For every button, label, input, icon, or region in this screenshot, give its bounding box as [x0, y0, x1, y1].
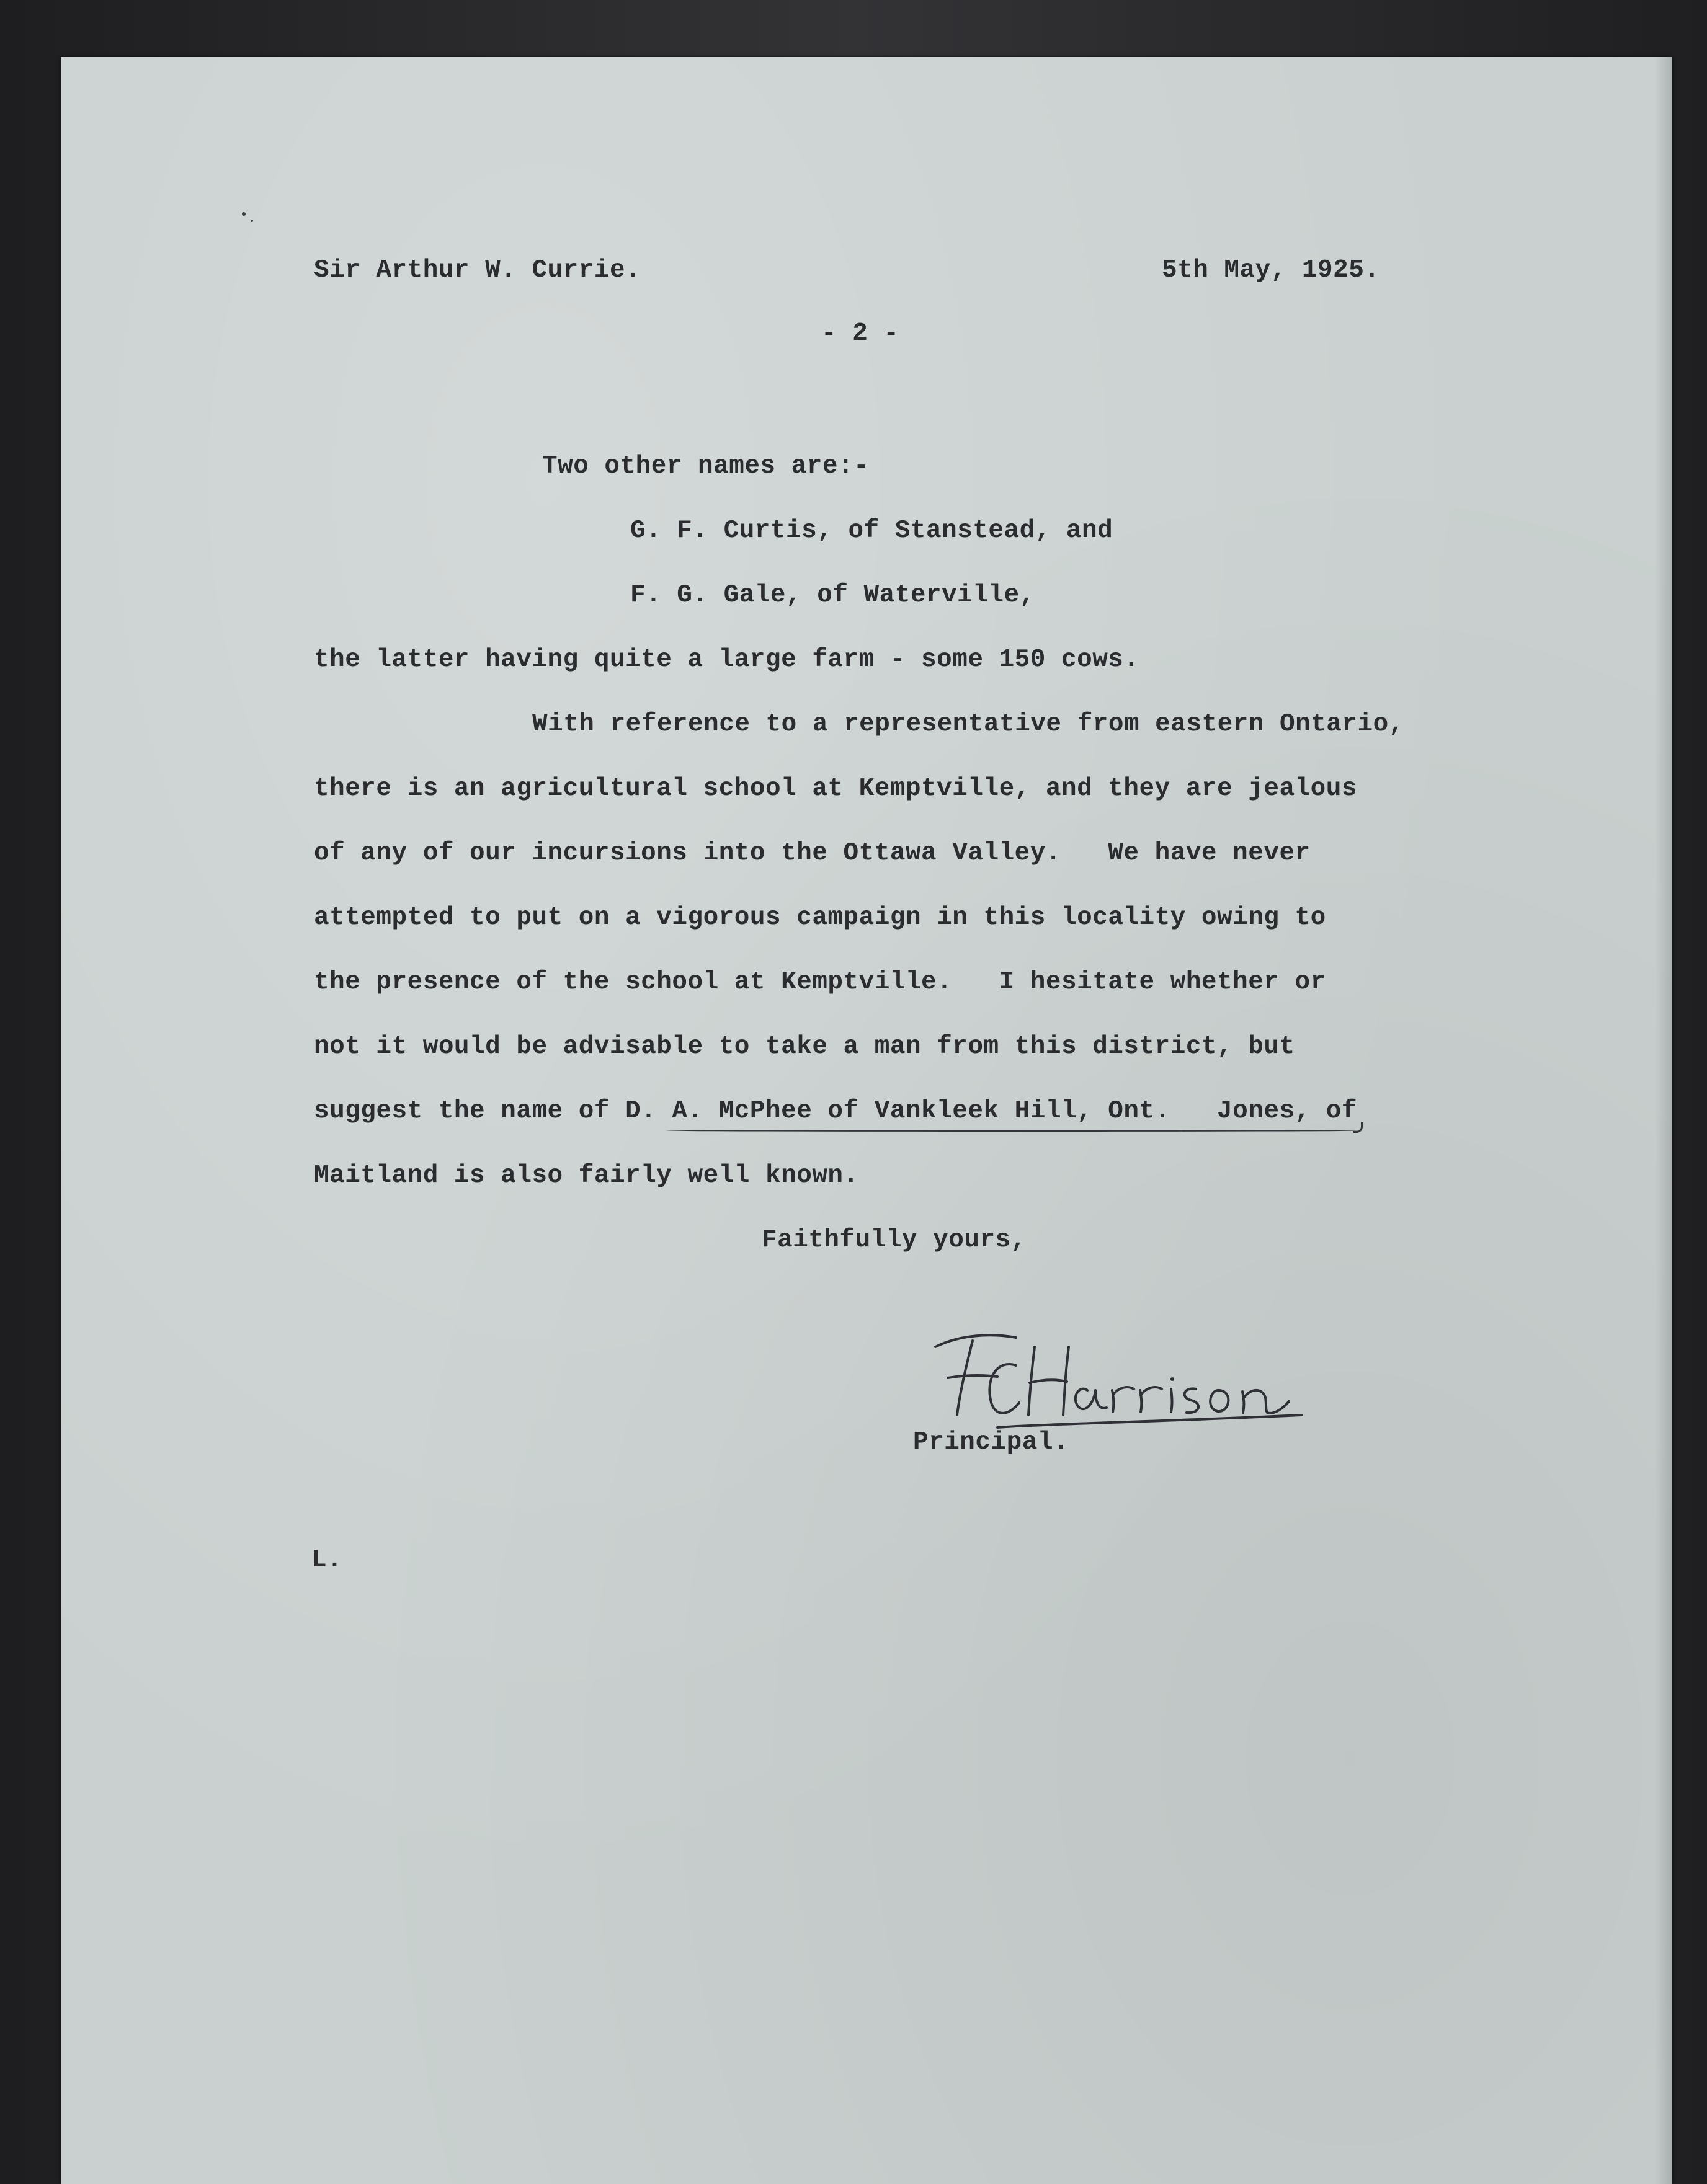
body-line-9: the presence of the school at Kemptville. I hesitate whether or: [314, 968, 1326, 997]
typist-initial: L.: [311, 1546, 343, 1574]
body-line-12: Maitland is also fairly well known.: [314, 1161, 859, 1190]
closing-salutation: Faithfully yours,: [762, 1226, 1027, 1254]
page-number: - 2 -: [821, 319, 899, 348]
body-line-11: suggest the name of D. A. McPhee of Vankleek Hill, Ont. Jones, of: [314, 1097, 1357, 1125]
body-line-1: Two other names are:-: [542, 452, 870, 481]
paper-speck: [251, 220, 253, 222]
page-edge-shadow: [1655, 57, 1672, 2184]
body-line-7: of any of our incursions into the Ottawa Valley. We have never: [314, 839, 1311, 868]
addressee-header: Sir Arthur W. Currie.: [314, 256, 641, 285]
letter-page: [61, 57, 1672, 2184]
body-line-4: the latter having quite a large farm - some 150 cows.: [314, 646, 1139, 674]
paragraph-start-line: With reference to a representative from eastern Ontario,: [532, 710, 1404, 739]
handwritten-underline: [666, 1130, 1361, 1132]
name-line-curtis: G. F. Curtis, of Stanstead, and: [630, 517, 1113, 545]
name-line-gale: F. G. Gale, of Waterville,: [630, 581, 1035, 610]
letter-date: 5th May, 1925.: [1162, 256, 1380, 285]
body-line-6: there is an agricultural school at Kemptville, and they are jealous: [314, 775, 1357, 803]
paper-speck: [242, 212, 246, 216]
underline-end-tick: [1353, 1122, 1363, 1133]
body-line-8: attempted to put on a vigorous campaign in this locality owing to: [314, 903, 1326, 932]
signatory-title: Principal.: [913, 1428, 1069, 1457]
handwritten-signature: [923, 1322, 1370, 1434]
body-line-10: not it would be advisable to take a man from this district, but: [314, 1032, 1295, 1061]
